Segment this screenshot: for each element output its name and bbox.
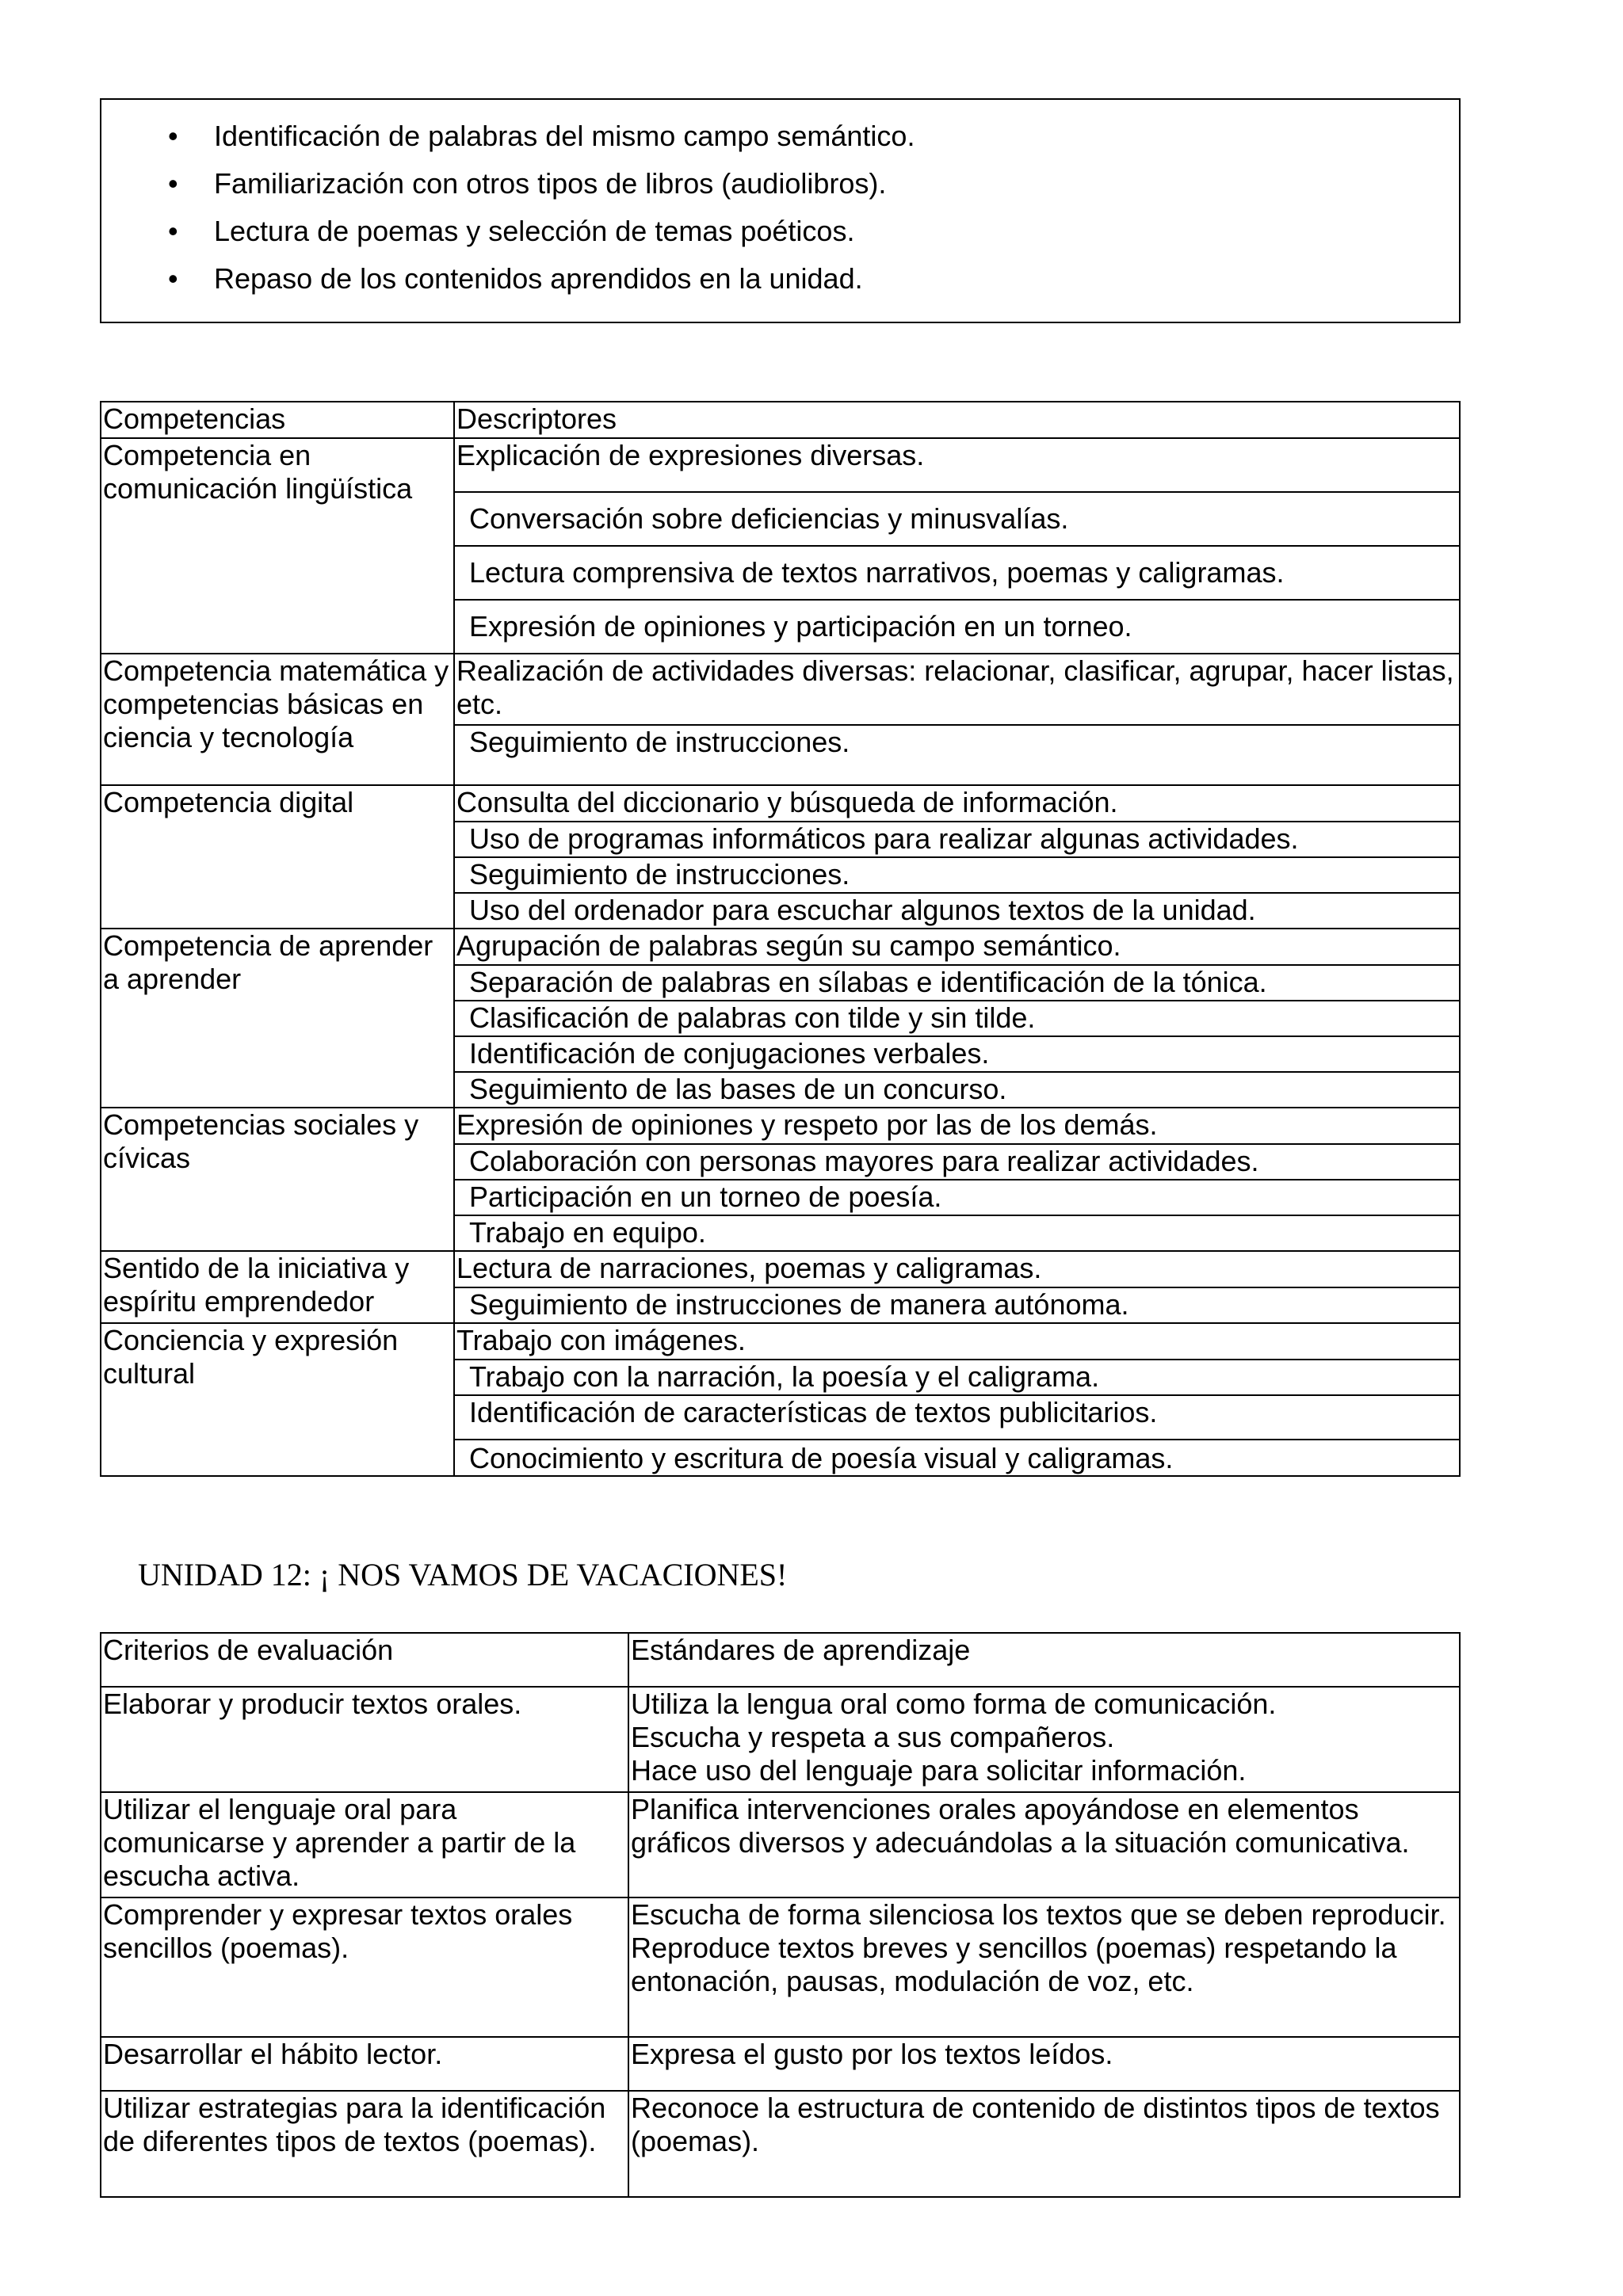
descriptor: Seguimiento de instrucciones. bbox=[454, 725, 1460, 785]
competencia-name: Competencia matemática y competencias básicas en ciencia y tecnología bbox=[101, 654, 454, 785]
competencia-name: Conciencia y expresión cultural bbox=[101, 1323, 454, 1476]
descriptor: Lectura de narraciones, poemas y caligramas. bbox=[454, 1251, 1460, 1287]
criterios-table bbox=[100, 1632, 1461, 2198]
bullet-item: • Familiarización con otros tipos de libros (audiolibros). bbox=[101, 160, 915, 208]
descriptor: Seguimiento de las bases de un concurso. bbox=[454, 1072, 1460, 1108]
table-row bbox=[101, 2037, 1460, 2091]
descriptor: Colaboración con personas mayores para realizar actividades. bbox=[454, 1144, 1460, 1180]
table-row bbox=[101, 1897, 1460, 2037]
descriptor: Separación de palabras en sílabas e identificación de la tónica. bbox=[454, 965, 1460, 1001]
competencia-name: Competencia de aprender a aprender bbox=[101, 929, 454, 1108]
descriptor: Conversación sobre deficiencias y minusvalías. bbox=[454, 492, 1460, 546]
table-row bbox=[101, 1687, 1460, 1792]
descriptor: Realización de actividades diversas: relacionar, clasificar, agrupar, hacer listas, etc. bbox=[454, 654, 1460, 725]
table-row bbox=[101, 1792, 1460, 1897]
descriptor: Uso de programas informáticos para realizar algunas actividades. bbox=[454, 822, 1460, 857]
descriptor: Consulta del diccionario y búsqueda de información. bbox=[454, 785, 1460, 822]
descriptor: Trabajo con imágenes. bbox=[454, 1323, 1460, 1360]
estandar-line: Reconoce la estructura de contenido de distintos tipos de textos (poemas). bbox=[631, 2092, 1440, 2157]
unit-heading: UNIDAD 12: ¡ NOS VAMOS DE VACACIONES! bbox=[138, 1557, 788, 1592]
descriptor: Trabajo en equipo. bbox=[454, 1215, 1460, 1251]
table-row bbox=[101, 1251, 1460, 1287]
estandar-line: Escucha y respeta a sus compañeros. bbox=[631, 1721, 1115, 1753]
header-estandares: Estándares de aprendizaje bbox=[628, 1633, 1460, 1687]
estandar-line: Reproduce textos breves y sencillos (poemas) respetando la entonación, pausas, modulación de voz, etc. bbox=[631, 1932, 1397, 1997]
descriptor: Identificación de características de textos publicitarios. bbox=[454, 1395, 1460, 1440]
table-row bbox=[101, 2091, 1460, 2197]
bullet-item: • Repaso de los contenidos aprendidos en la unidad. bbox=[101, 255, 915, 303]
estandar-line: Escucha de forma silenciosa los textos que se deben reproducir. bbox=[631, 1898, 1446, 1931]
table-row bbox=[101, 438, 1460, 492]
table-row bbox=[101, 785, 1460, 822]
table-row bbox=[101, 1323, 1460, 1360]
header-criterios: Criterios de evaluación bbox=[101, 1633, 628, 1687]
descriptor: Agrupación de palabras según su campo semántico. bbox=[454, 929, 1460, 965]
table-row bbox=[101, 929, 1460, 965]
descriptor: Identificación de conjugaciones verbales. bbox=[454, 1036, 1460, 1072]
descriptor: Explicación de expresiones diversas. bbox=[454, 438, 1460, 492]
estandar-line: Utiliza la lengua oral como forma de comunicación. bbox=[631, 1688, 1277, 1720]
table-header-row bbox=[101, 1633, 1460, 1687]
descriptor: Lectura comprensiva de textos narrativos, poemas y caligramas. bbox=[454, 546, 1460, 600]
criterio-cell: Desarrollar el hábito lector. bbox=[101, 2037, 628, 2091]
descriptor: Conocimiento y escritura de poesía visual y caligramas. bbox=[454, 1440, 1460, 1476]
table-row bbox=[101, 1108, 1460, 1144]
criterio-cell: Utilizar estrategias para la identificación de diferentes tipos de textos (poemas). bbox=[101, 2091, 628, 2197]
estandar-line: Expresa el gusto por los textos leídos. bbox=[631, 2038, 1113, 2070]
estandares-cell bbox=[628, 2091, 1460, 2197]
estandares-cell bbox=[628, 1792, 1460, 1897]
bullet-item: • Identificación de palabras del mismo campo semántico. bbox=[101, 113, 915, 160]
descriptor: Trabajo con la narración, la poesía y el caligrama. bbox=[454, 1360, 1460, 1395]
estandar-line: Planifica intervenciones orales apoyándose en elementos gráficos diversos y adecuándolas a la situación comunicativa. bbox=[631, 1793, 1410, 1859]
descriptor: Uso del ordenador para escuchar algunos textos de la unidad. bbox=[454, 893, 1460, 929]
competencia-name: Competencia en comunicación lingüística bbox=[101, 438, 454, 654]
descriptor: Clasificación de palabras con tilde y sin tilde. bbox=[454, 1001, 1460, 1036]
descriptor: Seguimiento de instrucciones de manera autónoma. bbox=[454, 1287, 1460, 1323]
competencia-name: Sentido de la iniciativa y espíritu emprendedor bbox=[101, 1251, 454, 1323]
header-competencias: Competencias bbox=[101, 402, 454, 438]
criterio-cell: Elaborar y producir textos orales. bbox=[101, 1687, 628, 1792]
descriptor: Expresión de opiniones y participación en un torneo. bbox=[454, 600, 1460, 654]
competencia-name: Competencias sociales y cívicas bbox=[101, 1108, 454, 1251]
bullet-list bbox=[101, 113, 915, 303]
descriptor: Seguimiento de instrucciones. bbox=[454, 857, 1460, 893]
criterio-cell: Comprender y expresar textos orales sencillos (poemas). bbox=[101, 1897, 628, 2037]
competencia-name: Competencia digital bbox=[101, 785, 454, 929]
criterio-cell: Utilizar el lenguaje oral para comunicarse y aprender a partir de la escucha activa. bbox=[101, 1792, 628, 1897]
content-bullet-box bbox=[100, 98, 1461, 323]
estandares-cell bbox=[628, 1897, 1460, 2037]
estandares-cell bbox=[628, 2037, 1460, 2091]
header-descriptores: Descriptores bbox=[454, 402, 1460, 438]
table-row bbox=[101, 654, 1460, 725]
descriptor: Expresión de opiniones y respeto por las de los demás. bbox=[454, 1108, 1460, 1144]
estandares-cell bbox=[628, 1687, 1460, 1792]
estandar-line: Hace uso del lenguaje para solicitar información. bbox=[631, 1754, 1247, 1787]
bullet-item: • Lectura de poemas y selección de temas poéticos. bbox=[101, 208, 915, 255]
table-header-row bbox=[101, 402, 1460, 438]
competencias-table bbox=[100, 401, 1461, 1477]
descriptor: Participación en un torneo de poesía. bbox=[454, 1180, 1460, 1215]
